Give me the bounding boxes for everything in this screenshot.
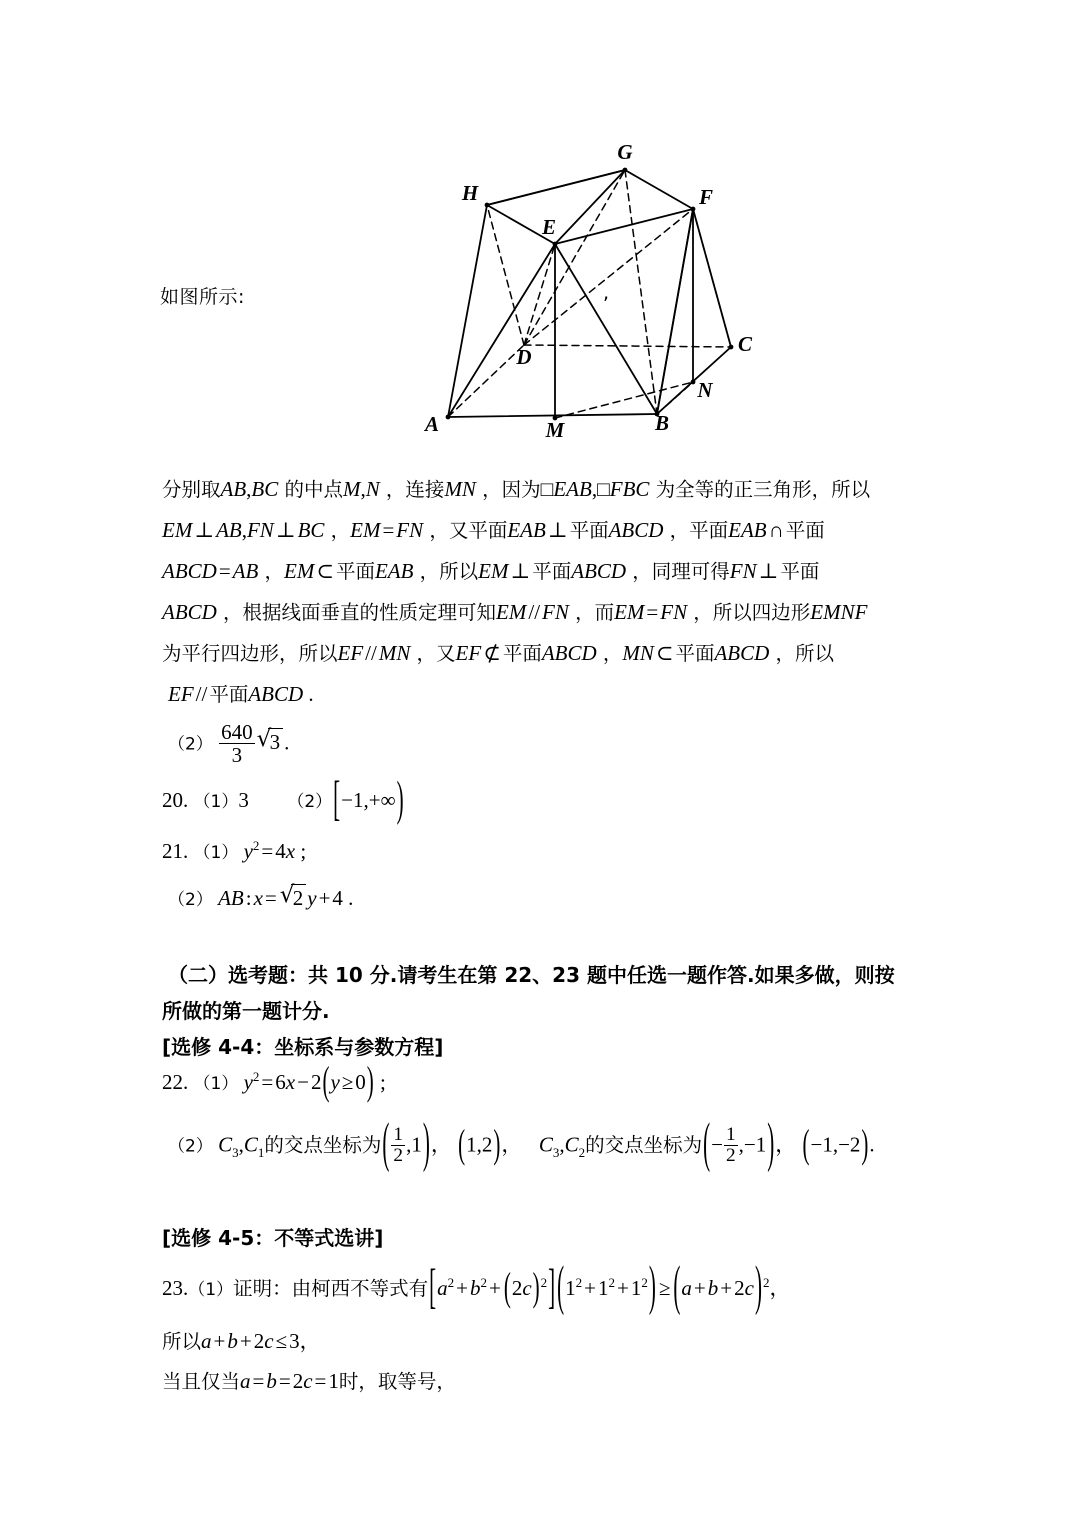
fraction-640-over-3 <box>219 721 255 766</box>
proof-line-4: ABCD ，根据线面垂直的性质定理可知EM//FN ，而EM=FN ，所以四边形EMNF <box>162 600 868 624</box>
proof-line-3: ABCD=AB ，EM⊂ 平面EAB ，所以EM⊥ 平面ABCD ，同理可得FN⊥ 平面 <box>162 559 820 583</box>
answer-23-line3: 当且仅当a=b=2c=1时，取等号， <box>162 1369 456 1393</box>
answer-23-part1-label: 证明：由柯西不等式有 <box>233 1277 429 1300</box>
answer-20-part1-marker: （1） <box>193 792 239 812</box>
vertex-label-E: E <box>541 215 557 239</box>
optional-section-line2-text: 所做的第一题计分. <box>162 999 330 1023</box>
edge-EG <box>555 170 625 244</box>
figure-lead-text: 如图所示: <box>160 286 245 308</box>
sqrt-3 <box>257 728 284 755</box>
answer-23-line2: 所以a+b+2c≤3， <box>162 1329 321 1353</box>
answer-21-number: 21. <box>162 839 189 863</box>
vertex-label-H: H <box>461 181 479 205</box>
fraction-denominator: 3 <box>231 743 243 768</box>
edge-AB <box>448 414 657 417</box>
optional-section-line1: （二）选考题：共 10 分.请考生在第 22、23 题中任选一题作答.如果多做，则按 <box>168 963 895 987</box>
answer-23-part1: 23.（1）证明：由柯西不等式有$[a^2+b^2+ (2c)^2](1^2+1^2+1^2) \ge (a+b+2c)^2$， <box>162 1254 791 1317</box>
proof-line-6: EF// 平面ABCD . <box>168 682 314 706</box>
edge-DE <box>524 244 555 345</box>
heading-xuanxiu-44-text: [选修 4-4：坐标系与参数方程] <box>162 1035 444 1059</box>
vertex-label-G: G <box>617 140 633 164</box>
answer-19-part2-marker: （2） <box>168 734 213 755</box>
answer-22-part1: 22. （1） $y^2=6x-2(y\ge 0)$ ; <box>162 1057 386 1104</box>
vertex-label-A: A <box>424 412 440 436</box>
answer-20-part2-marker: （2） <box>287 792 333 812</box>
solid-geometry-diagram <box>260 130 820 450</box>
edge-GF <box>625 170 693 209</box>
optional-section-line2 <box>162 995 330 1024</box>
heading-xuanxiu-45-text: [选修 4-5：不等式选讲] <box>162 1226 384 1250</box>
answer-21-part1: 21. （1） $y^2=4x$ ; <box>162 838 307 863</box>
edge-CF <box>693 209 731 347</box>
fraction-numerator: 640 <box>221 720 253 744</box>
period: . <box>284 730 290 755</box>
answer-23-part1-marker: （1） <box>188 1280 234 1300</box>
edge-GH <box>487 170 625 205</box>
figure-block <box>160 130 920 460</box>
edge-GB <box>625 170 657 414</box>
answer-20: 20. （1）3 （2）[−1,+∞) <box>162 770 404 826</box>
sqrt-2: √ 2 <box>280 884 307 911</box>
answer-21-part1-marker: （1） <box>193 843 239 863</box>
answer-21-part2-marker: （2） <box>168 890 213 910</box>
vertex-dot-N <box>691 380 696 385</box>
answer-22-part1-marker: （1） <box>193 1074 239 1094</box>
vertex-dot-A <box>446 415 451 420</box>
answer-20-number: 20. <box>162 788 189 812</box>
edge-DG <box>524 170 625 345</box>
answer-22-text-a: 的交点坐标为 <box>264 1133 382 1157</box>
proof-line-5: 为平行四边形，所以EF//MN ，又EF⊄ 平面ABCD ，MN⊂ 平面ABCD ，所以 <box>162 641 835 665</box>
vertex-dot-G <box>623 168 628 173</box>
proof-line-2: EM⊥AB,FN⊥BC ，EM=FN ，又平面EAB⊥ 平面ABCD ，平面EAB∩ 平面 <box>162 518 825 542</box>
vertex-label-B: B <box>654 411 670 435</box>
vertex-dot-C <box>729 345 734 350</box>
proof-line-1: 分别取AB,BC 的中点M,N ，连接MN ，因为□EAB,□FBC 为全等的正三角形，所以 <box>162 477 871 501</box>
vertex-dot-E <box>553 242 558 247</box>
answer-21-part2: （2） AB:x= √ 2 y+4 . <box>168 884 353 911</box>
answer-22-part2-marker: （2） <box>168 1136 213 1157</box>
vertex-label-F: F <box>698 185 714 209</box>
answer-20-part1-value: 3 <box>238 788 249 812</box>
heading-xuanxiu-45 <box>162 1222 383 1251</box>
vertex-label-C: C <box>737 332 753 356</box>
fraction-1-over-2-b: $\frac{1}{2}$ <box>725 1124 736 1167</box>
vertex-dot-F <box>691 207 696 212</box>
vertex-dot-H <box>485 203 490 208</box>
answer-23-number: 23. <box>162 1276 189 1300</box>
figure-trailing-comma: , <box>603 282 610 304</box>
answer-22-part2: （2） $C_3,C_1$的交点坐标为( $\frac{1}{2}$ ,1)， (1,2)， $C_3,C_2$的交点坐标为(− $\frac{1}{2}$ ,−1)， (−1,−2). <box>168 1110 875 1173</box>
heading-xuanxiu-44 <box>162 1031 443 1060</box>
fraction-1-over-2-a: $\frac{1}{2}$ <box>393 1124 404 1167</box>
sqrt-radicand: 3 <box>268 728 284 755</box>
answer-22-number: 22. <box>162 1070 189 1094</box>
vertex-label-M: M <box>545 418 565 442</box>
answer-22-text-b: 的交点坐标为 <box>585 1133 703 1157</box>
vertex-label-D: D <box>516 345 532 369</box>
answer-19-part2 <box>168 722 289 767</box>
edge-EB <box>555 244 657 414</box>
edge-EF <box>555 209 693 244</box>
vertex-label-N: N <box>697 378 713 402</box>
